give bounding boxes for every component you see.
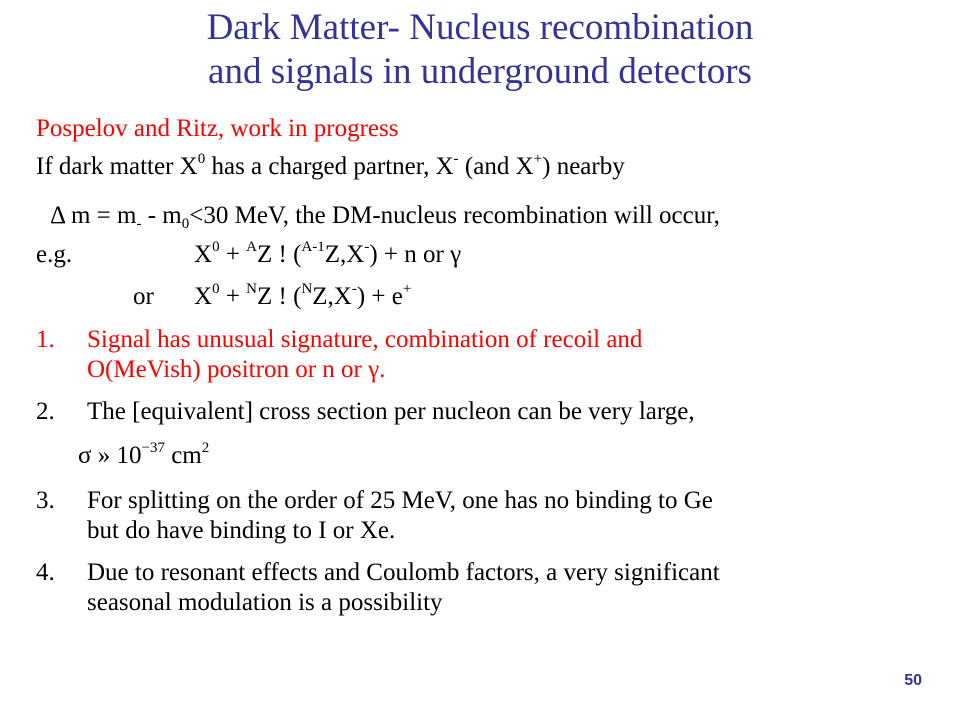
title-line-1: Dark Matter- Nucleus recombination — [206, 7, 754, 48]
list-item-2-number: 2. — [36, 398, 55, 425]
intro-line: If dark matter $X^0$ has a charged partner, X- (and X+) nearby — [36, 151, 625, 180]
list-item-3-line-2: but do have binding to I or Xe. — [87, 517, 396, 544]
list-item-3-number: 3. — [36, 487, 55, 514]
page-number: 50 — [904, 672, 922, 689]
list-item-1-line-2: O(MeVish) positron or n or γ. — [87, 356, 386, 383]
example-line: e.g. $X^0 + ^AZ$ ! ($^{A-1}$Z,X-) + n or γ — [36, 239, 462, 268]
delta-line: Δ $m = m_- - m_0<30$ MeV, the DM-nucleus recombination will occur, — [50, 202, 720, 232]
list-item-4-line-2: seasonal modulation is a possibility — [87, 589, 443, 616]
list-item-3-line-1: For splitting on the order of 25 MeV, one has no binding to Ge — [87, 487, 713, 514]
title-line-2: and signals in underground detectors — [208, 51, 752, 92]
list-item-4-number: 4. — [36, 559, 55, 586]
cross-section-formula: σ » $10^{-37}$ $cm^2$ — [78, 440, 210, 469]
list-item-1-line-1: Signal has unusual signature, combination of recoil and — [87, 326, 643, 353]
or-line: or $X^0 + ^NZ$ ! ($^N$Z,X-) + e+ — [133, 281, 412, 310]
list-item-4-line-1: Due to resonant effects and Coulomb factors, a very significant — [87, 559, 720, 586]
list-item-1-number: 1. — [36, 326, 55, 353]
slide-title — [0, 6, 960, 94]
author-line: Pospelov and Ritz, work in progress — [36, 115, 399, 142]
list-item-2-line-1: The [equivalent] cross section per nucleon can be very large, — [87, 398, 695, 425]
